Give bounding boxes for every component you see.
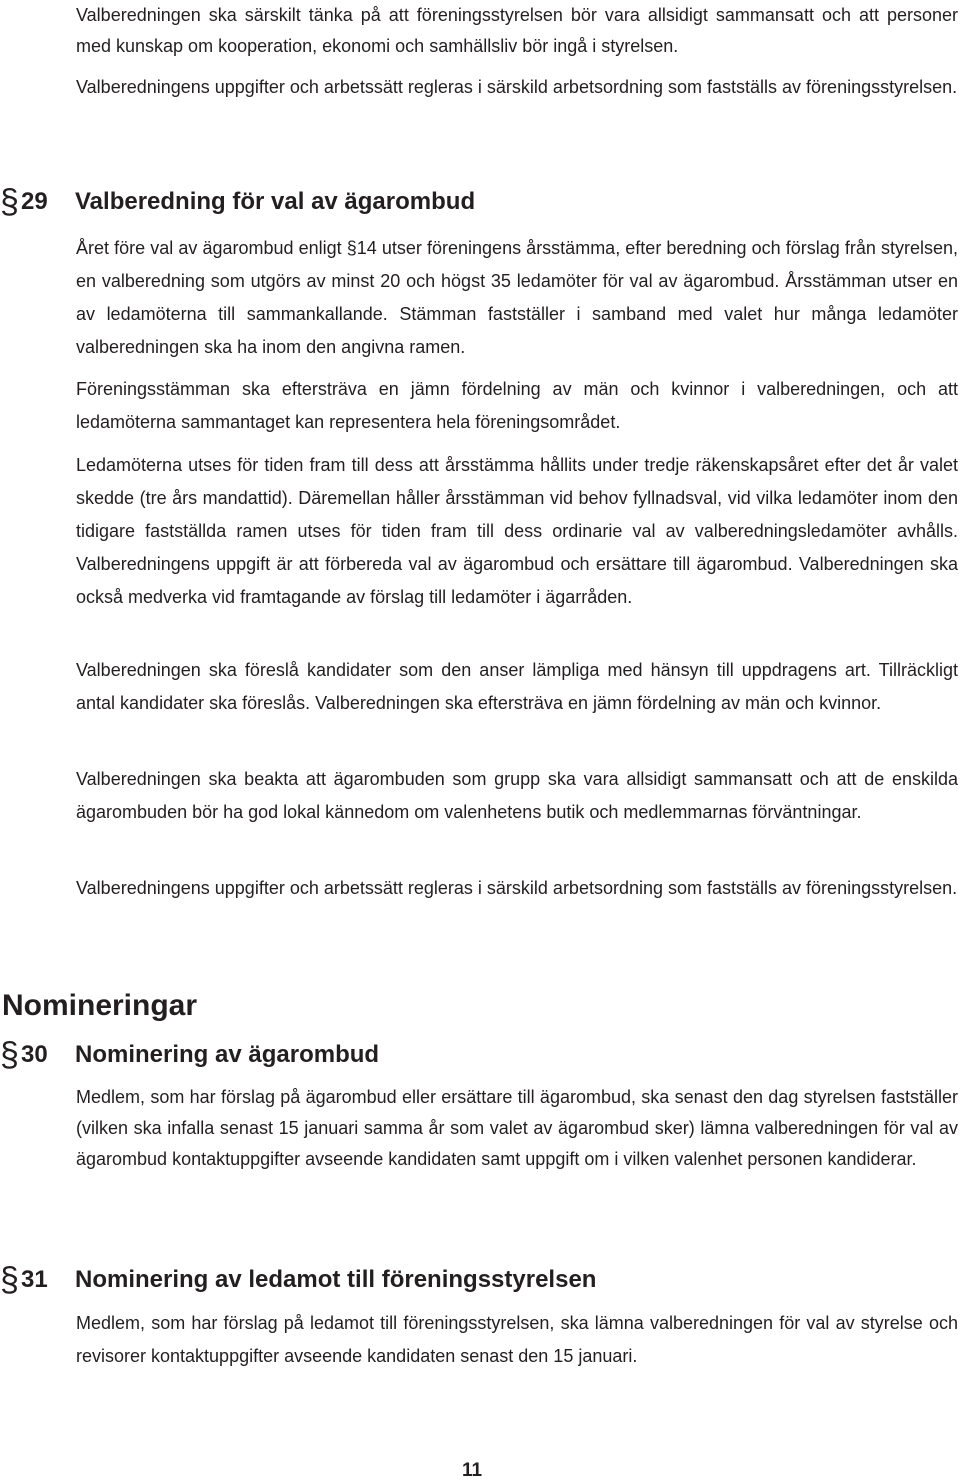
section-29-paragraph-3: Ledamöterna utses för tiden fram till dess att årsstämma hållits under tredje räkenskapsåret efter det år valet skedde (tre års mandattid). Däremellan håller årsstämman vid behov fyllnadsval, vid vilka ledamöter inom den tidigare fastställda ramen utses för tiden fram till dess ordinarie val av valberedningsledamöter avhålls. Valberedningens uppgift är att förbereda val av ägarombud och ersättare till ägarombud. Valberedningen ska också medverka vid framtagande av förslag till ledamöter i ägarråden. (76, 455, 958, 607)
section-sign-icon: § (0, 183, 19, 221)
section-29-paragraph-6: Valberedningens uppgifter och arbetssätt regleras i särskild arbetsordning som fastställs av föreningsstyrelsen. (76, 878, 958, 898)
section-29-paragraph-5: Valberedningen ska beakta att ägarombuden som grupp ska vara allsidigt sammansatt och att de enskilda ägarombuden bör ha god lokal kännedom om valenhetens butik och medlemmarnas förväntningar. (76, 769, 958, 822)
page-number: 11 (462, 1460, 483, 1481)
section-29-paragraph-2: Föreningsstämman ska eftersträva en jämn fördelning av män och kvinnor i valberedningen, och att ledamöterna sammantaget kan representera hela föreningsområdet. (76, 379, 958, 432)
section-31-heading (0, 1261, 597, 1299)
intro-paragraph-1: Valberedningen ska särskilt tänka på att föreningsstyrelsen bör vara allsidigt sammansatt och att personer med kunskap om kooperation, ekonomi och samhällsliv bör ingå i styrelsen. (76, 5, 958, 56)
section-29-paragraph-4: Valberedningen ska föreslå kandidater som den anser lämpliga med hänsyn till uppdragens art. Tillräckligt antal kandidater ska föreslås. Valberedningen ska eftersträva en jämn fördelning av män och kvinnor. (76, 660, 958, 713)
intro-paragraph-2: Valberedningens uppgifter och arbetssätt regleras i särskild arbetsordning som fastställs av föreningsstyrelsen. (76, 77, 958, 97)
section-30-title: Nominering av ägarombud (75, 1041, 380, 1068)
section-29-paragraph-1: Året före val av ägarombud enligt §14 utser föreningens årsstämma, efter beredning och förslag från styrelsen, en valberedning som utgörs av minst 20 och högst 35 ledamöter för val av ägarombud. Årsstämman utser en av ledamöterna till sammankallande. Stämman fastställer i samband med valet hur många ledamöter valberedningen ska ha inom den angivna ramen. (76, 238, 958, 357)
section-sign-icon: § (0, 1036, 19, 1074)
section-30-heading (0, 1036, 380, 1074)
section-sign-icon: § (0, 1261, 19, 1299)
section-31-number: 31 (21, 1266, 48, 1293)
section-31-paragraph-1: Medlem, som har förslag på ledamot till föreningsstyrelsen, ska lämna valberedningen för val av styrelse och revisorer kontaktuppgifter avseende kandidaten senast den 15 januari. (76, 1313, 958, 1366)
section-29-number: 29 (21, 188, 48, 215)
section-31-title: Nominering av ledamot till föreningsstyrelsen (75, 1266, 597, 1293)
section-29-title: Valberedning för val av ägarombud (75, 188, 476, 215)
chapter-title: Nomineringar (2, 989, 198, 1022)
section-29-heading (0, 183, 476, 221)
section-30-paragraph-1: Medlem, som har förslag på ägarombud eller ersättare till ägarombud, ska senast den dag styrelsen fastställer (vilken ska infalla senast 15 januari samma år som valet av ägarombud sker) lämna valberedningen för val av ägarombud kontaktuppgifter avseende kandidaten samt uppgift om i vilken valenhet personen kandiderar. (76, 1087, 958, 1169)
section-30-number: 30 (21, 1041, 48, 1068)
